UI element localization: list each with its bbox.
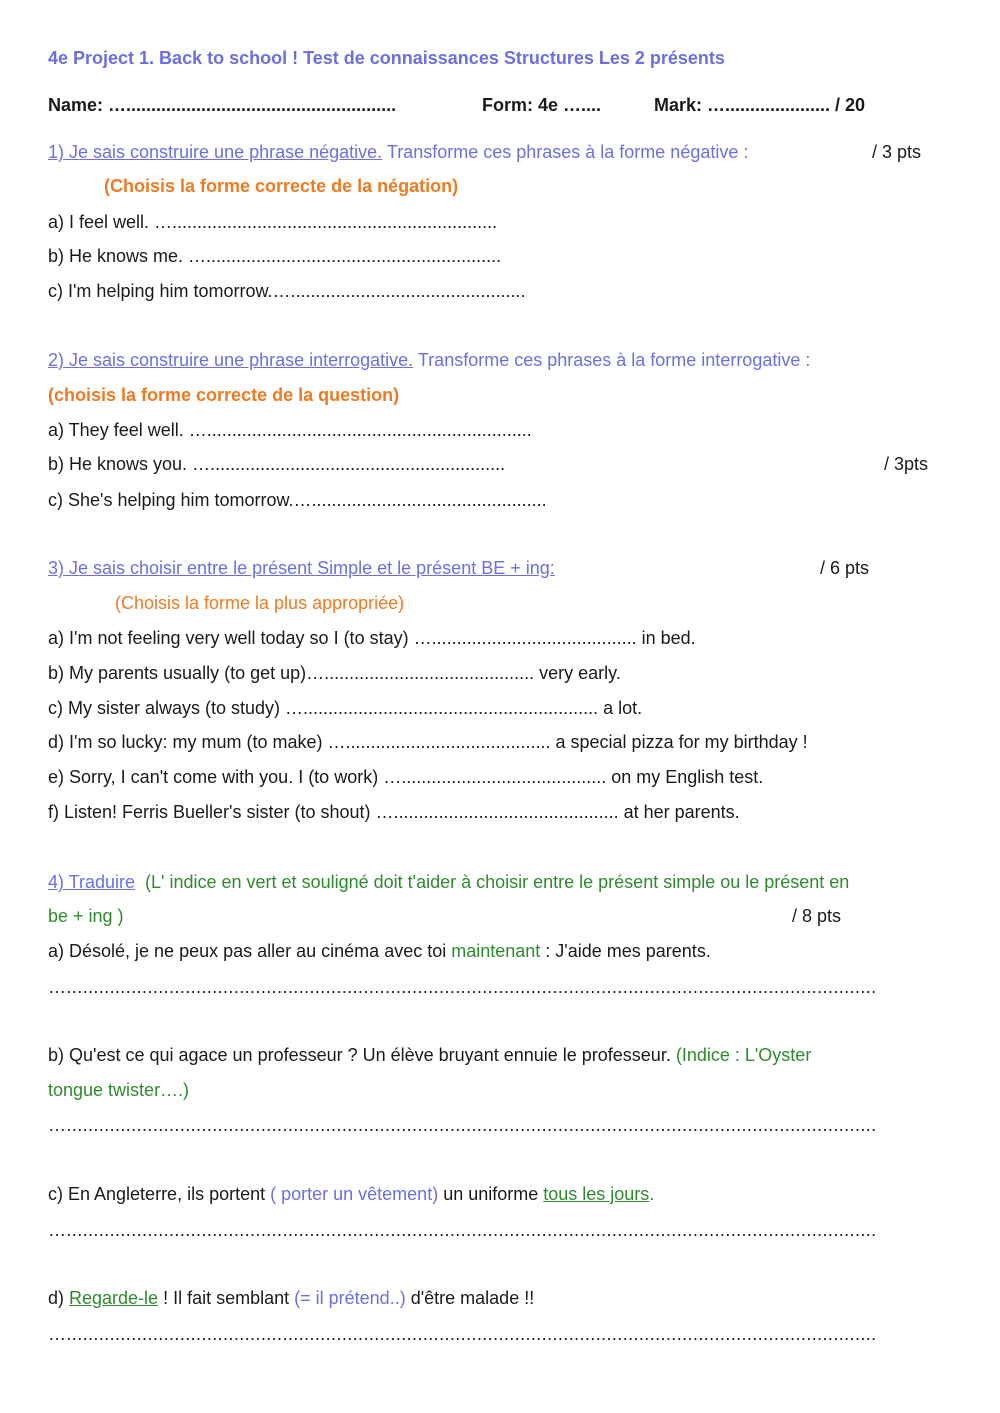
section4-heading xyxy=(48,871,849,893)
answer-line-c[interactable]: …...................................................................................................................................................... xyxy=(48,1220,877,1240)
item-c-hint-blue: ( porter un vêtement) xyxy=(270,1184,439,1204)
section3-points: / 6 pts xyxy=(820,558,870,578)
section2-item-b: b) He knows you. …........................................................... xyxy=(48,454,506,474)
section2-points: / 3pts xyxy=(884,454,929,474)
answer-line-d[interactable]: …...................................................................................................................................................... xyxy=(48,1324,877,1344)
item-d-text-end: d'être malade !! xyxy=(405,1288,535,1308)
item-c-hint-green: tous les jours xyxy=(543,1184,650,1204)
section4-item-a xyxy=(48,940,711,962)
section2-heading xyxy=(48,349,810,371)
section1-instruction: (Choisis la forme correcte de la négation) xyxy=(104,176,459,196)
section1-item-c: c) I'm helping him tomorrow.…............................................... xyxy=(48,281,526,301)
section4-item-d xyxy=(48,1287,534,1309)
item-a-hint: maintenant xyxy=(451,941,541,961)
section4-item-b xyxy=(48,1044,811,1066)
section4-points: / 8 pts xyxy=(792,906,842,926)
item-d-text: d) xyxy=(48,1288,70,1308)
section2-heading-rest: Transforme ces phrases à la forme interrogative : xyxy=(413,350,811,370)
section3-item-f: f) Listen! Ferris Bueller's sister (to shout) …............................................. at her parents. xyxy=(48,802,740,822)
item-c-text-end: . xyxy=(649,1184,655,1204)
section1-link: 1) Je sais construire une phrase négative. xyxy=(48,142,383,162)
form-field-label: Form: 4e ….... xyxy=(482,95,602,115)
item-c-text-mid: un uniforme xyxy=(438,1184,544,1204)
section2-link: 2) Je sais construire une phrase interrogative. xyxy=(48,350,414,370)
section4-item-c xyxy=(48,1183,654,1205)
section4-note-line1: (L' indice en vert et souligné doit t'aider à choisir entre le présent simple ou le présent en xyxy=(145,872,850,892)
section3-item-b: b) My parents usually (to get up)….......................................... very early. xyxy=(48,663,621,683)
mark-field-label: Mark: …..................... / 20 xyxy=(654,95,866,115)
item-b-text: b) Qu'est ce qui agace un professeur ? Un élève bruyant ennuie le professeur. xyxy=(48,1045,671,1065)
section3-item-a: a) I'm not feeling very well today so I (to stay) …......................................... in bed. xyxy=(48,628,696,648)
section3-heading: 3) Je sais choisir entre le présent Simple et le présent BE + ing: xyxy=(48,558,555,578)
section1-item-b: b) He knows me. …........................................................... xyxy=(48,246,502,266)
section1-heading xyxy=(48,141,748,163)
section4-item-b-hint-line2: tongue twister….) xyxy=(48,1080,190,1100)
item-d-hint-green: Regarde-le xyxy=(69,1288,159,1308)
section2-item-a: a) They feel well. …................................................................. xyxy=(48,420,532,440)
answer-line-a[interactable]: …...................................................................................................................................................... xyxy=(48,977,877,997)
section3-item-d: d) I'm so lucky: my mum (to make) …......................................... a special pizza for my birthday ! xyxy=(48,732,808,752)
section1-item-a: a) I feel well. …................................................................. xyxy=(48,212,498,232)
item-a-text-end: : J'aide mes parents. xyxy=(540,941,711,961)
section1-heading-rest: Transforme ces phrases à la forme négative : xyxy=(382,142,749,162)
section2-instruction: (choisis la forme correcte de la question) xyxy=(48,385,400,405)
section4-note-line2: be + ing ) xyxy=(48,906,124,926)
answer-line-b[interactable]: …...................................................................................................................................................... xyxy=(48,1115,877,1135)
section2-item-c: c) She's helping him tomorrow.…............................................... xyxy=(48,490,547,510)
item-d-hint-blue: (= il prétend..) xyxy=(294,1288,406,1308)
name-field-label: Name: …...................................................... xyxy=(48,95,397,115)
item-d-text-mid: ! Il fait semblant xyxy=(158,1288,295,1308)
item-c-text: c) En Angleterre, ils portent xyxy=(48,1184,271,1204)
section1-points: / 3 pts xyxy=(872,142,922,162)
item-b-hint: (Indice : L'Oyster xyxy=(670,1045,812,1065)
page-title: 4e Project 1. Back to school ! Test de connaissances Structures Les 2 présents xyxy=(48,48,725,68)
section3-item-e: e) Sorry, I can't come with you. I (to work) …......................................... on my English test. xyxy=(48,767,764,787)
item-a-text: a) Désolé, je ne peux pas aller au cinéma avec toi xyxy=(48,941,452,961)
section3-item-c: c) My sister always (to study) …........................................................... a lot. xyxy=(48,698,643,718)
section4-link: 4) Traduire xyxy=(48,872,136,892)
section3-instruction: (Choisis la forme la plus appropriée) xyxy=(115,593,405,613)
